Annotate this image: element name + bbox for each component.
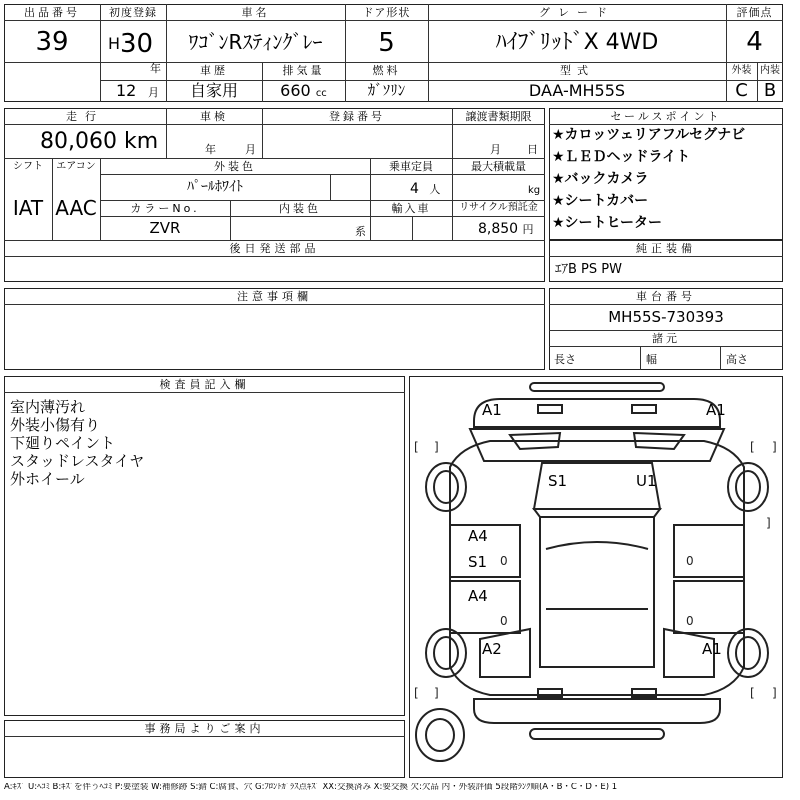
car-name-label: 車名 — [241, 6, 270, 19]
inspection-label: 車検 — [200, 110, 228, 123]
later-parts-label: 後日発送部品 — [229, 242, 320, 255]
score-label: 評価点 — [736, 6, 773, 19]
sales-point-item: ★シートヒーター — [552, 215, 662, 231]
shift: IAT — [12, 196, 44, 220]
equipment-label: 純正装備 — [636, 242, 696, 255]
month-unit: 月 — [148, 86, 159, 99]
dims-length: 長さ — [554, 353, 576, 366]
ext-color: ﾊﾟｰﾙﾎﾜｲﾄ — [187, 179, 243, 195]
ac: AAC — [55, 196, 97, 220]
transfer-month-unit: 月 — [490, 143, 501, 156]
first-reg-label: 初度登録 — [109, 6, 157, 19]
displacement-label: 排気量 — [282, 64, 325, 77]
year-unit: 年 — [150, 62, 161, 75]
car-diagram — [409, 376, 783, 778]
first-reg-month: 12 — [116, 81, 137, 100]
mark-front-right: A1 — [706, 401, 726, 419]
first-reg-year: 30 — [120, 29, 154, 59]
equipment-value: ｴｱB PS PW — [555, 262, 622, 277]
svg-text:]: ] — [772, 686, 777, 700]
interior-label: 内装 — [760, 65, 780, 76]
svg-text:0: 0 — [500, 614, 508, 628]
ac-label: エアコン — [56, 161, 96, 172]
history-label: 車歴 — [200, 64, 228, 77]
mileage — [40, 131, 158, 153]
svg-text:]: ] — [434, 686, 439, 700]
svg-text:]: ] — [766, 516, 771, 530]
svg-text:0: 0 — [686, 554, 694, 568]
recycle-label: リサイクル預託金 — [459, 202, 538, 213]
mileage-label: 走行 — [66, 110, 104, 123]
legend: A:ｷｽﾞ U:ﾍｺﾐ B:ｷｽﾞを伴うﾍｺﾐ P:要塗装 W:補修跡 S:錆 C:腐食、穴 G:ﾌﾛﾝﾄｶﾞﾗｽ点ｷｽﾞ XX:交換済み X:要交換 欠:欠品 内・外装評価 5段階ﾗﾝｸ順(A・B・C・D・E) 1 — [4, 783, 618, 792]
mark-left-front-door: A4 — [468, 527, 488, 545]
mileage-unit: km — [123, 129, 159, 154]
first-reg-era: H — [108, 34, 121, 53]
dims-height: 高さ — [726, 353, 748, 366]
insp-year-unit: 年 — [205, 143, 216, 156]
lot-no: 39 — [35, 27, 69, 57]
door: 5 — [378, 28, 395, 58]
displacement-value: 660 — [280, 81, 311, 100]
inspector-line: スタッドレスタイヤ — [10, 452, 145, 470]
fuel: ｶﾞｿﾘﾝ — [367, 81, 406, 99]
color-no-label: カラーNo. — [130, 202, 200, 215]
fuel-label: 燃料 — [372, 64, 401, 77]
sales-point-item: ★バックカメラ — [552, 171, 649, 187]
reg-no-label: 登録番号 — [329, 110, 385, 123]
capacity-unit: 人 — [429, 183, 441, 196]
svg-text:[: [ — [750, 686, 755, 700]
mark-right-rear: A1 — [702, 640, 722, 658]
color-no: ZVR — [149, 219, 181, 237]
sales-point-item: ★ＬＥＤヘッドライト — [552, 149, 691, 165]
svg-text:]: ] — [434, 440, 439, 454]
sales-points-list — [552, 128, 745, 238]
chassis-label: 車台番号 — [636, 290, 696, 303]
recycle-unit: 円 — [522, 223, 534, 236]
mark-left-rear: A2 — [482, 640, 502, 658]
car-outline-icon — [410, 377, 784, 779]
car-name: ﾜｺﾞﾝRｽﾃｨﾝｸﾞﾚｰ — [188, 30, 323, 54]
mark-left-front-door-2: S1 — [468, 553, 488, 571]
dims-width: 幅 — [646, 353, 657, 366]
sales-point-item: ★カロッツェリアフルセグナビ — [552, 127, 746, 143]
grade: ﾊｲﾌﾞﾘｯﾄﾞX 4WD — [495, 30, 659, 55]
inspector-line: 下廻りペイント — [10, 434, 116, 452]
mark-left-rear-door: A4 — [468, 587, 488, 605]
dims-label: 諸元 — [652, 332, 680, 345]
int-color-label: 内装色 — [279, 202, 321, 215]
model: DAA-MH55S — [528, 81, 626, 100]
svg-text:0: 0 — [686, 614, 694, 628]
ext-color-label: 外装色 — [214, 160, 256, 173]
mark-roof-left: S1 — [548, 472, 568, 490]
inspector-line: 外ホイール — [10, 470, 85, 488]
capacity — [410, 182, 440, 196]
exterior-label: 外装 — [731, 65, 752, 76]
chassis-value: MH55S-730393 — [608, 308, 724, 326]
displacement-unit: cc — [315, 88, 327, 99]
model-label: 型式 — [560, 64, 594, 77]
svg-text:[: [ — [414, 686, 419, 700]
svg-text:[: [ — [750, 440, 755, 454]
capacity-label: 乗車定員 — [389, 160, 433, 173]
shift-label: シフト — [13, 161, 43, 172]
svg-text:]: ] — [772, 440, 777, 454]
exterior: C — [735, 80, 748, 101]
displacement — [262, 83, 345, 99]
mark-front-left: A1 — [482, 401, 502, 419]
sales-point-item: ★シートカバー — [552, 193, 649, 209]
mark-roof-right: U1 — [636, 472, 657, 490]
history: 自家用 — [189, 81, 238, 100]
import-label: 輸入車 — [391, 202, 431, 215]
capacity-value: 4 — [410, 181, 419, 197]
svg-text:[: [ — [414, 440, 419, 454]
inspector-line: 外装小傷有り — [10, 416, 101, 434]
lot-no-label: 出品番号 — [24, 6, 80, 19]
load-label: 最大積載量 — [471, 160, 526, 173]
transfer-label: 譲渡書類期限 — [465, 110, 532, 123]
notes-label: 注意事項欄 — [237, 290, 312, 303]
office-label: 事務局よりご案内 — [144, 722, 265, 735]
svg-text:0: 0 — [500, 554, 508, 568]
load-unit: kg — [528, 185, 541, 196]
transfer-day-unit: 日 — [527, 143, 538, 156]
insp-month-unit: 月 — [245, 143, 256, 156]
sales-points-label: セールスポイント — [610, 110, 722, 123]
inspector-lines — [10, 396, 144, 486]
inspector-line: 室内薄汚れ — [10, 398, 86, 416]
grade-label: グレード — [539, 6, 615, 19]
door-label: ドア形状 — [362, 6, 411, 19]
int-color-unit: 系 — [355, 225, 366, 238]
mileage-value: 80,060 — [40, 129, 117, 154]
interior: B — [763, 80, 777, 101]
inspector-label: 検査員記入欄 — [159, 378, 250, 391]
score: 4 — [746, 27, 763, 57]
recycle-value: 8,850 — [478, 221, 519, 237]
recycle — [478, 222, 534, 236]
